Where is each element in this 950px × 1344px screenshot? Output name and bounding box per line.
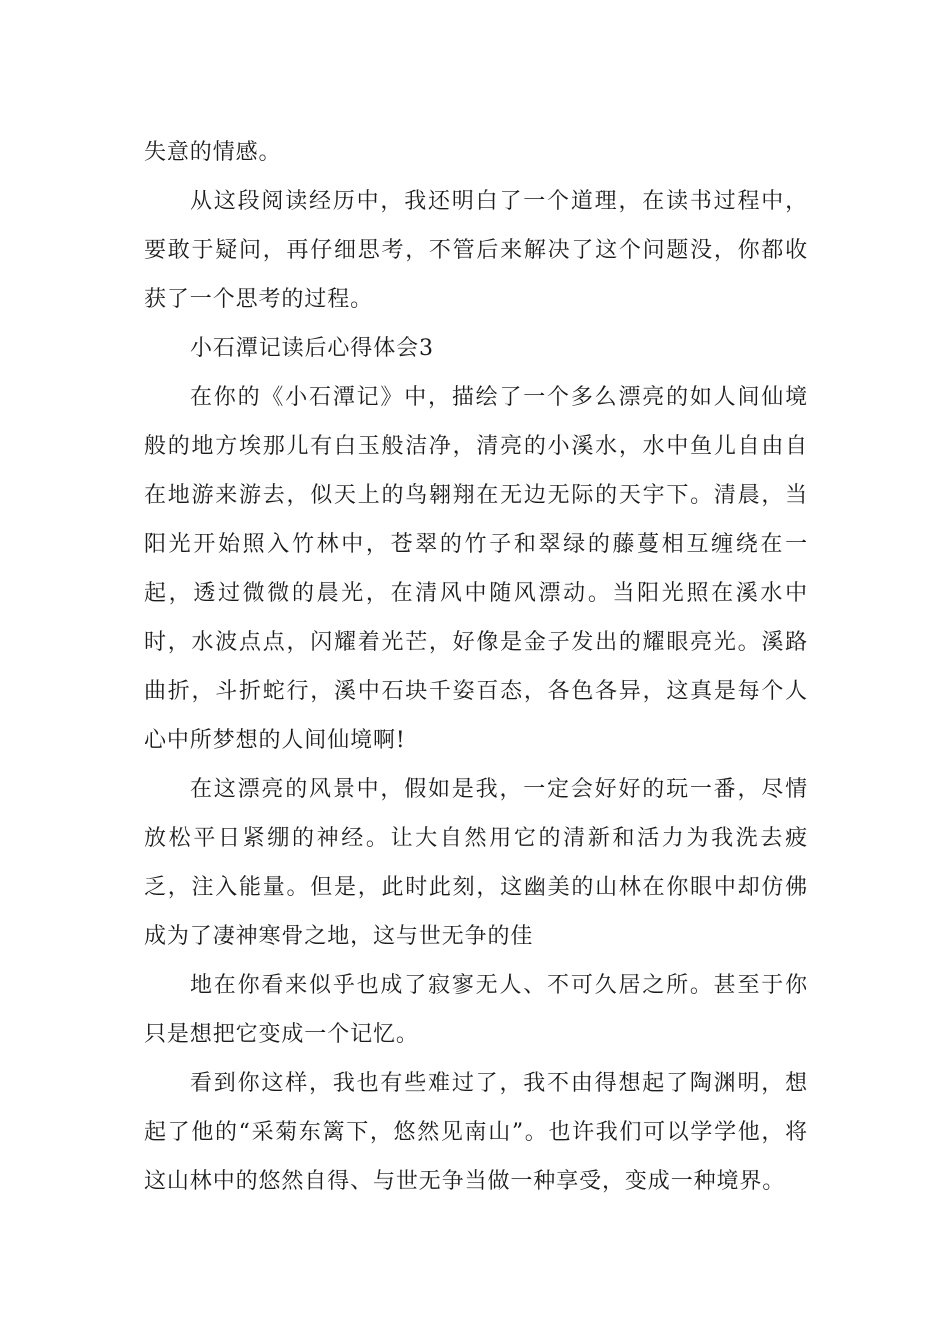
paragraph-continuation: 失意的情感。 (144, 140, 282, 165)
paragraph-scenery: 在你的《小石潭记》中，描绘了一个多么漂亮的如人间仙境般的地方埃那儿有白玉般洁净，清亮的小溪水，水中鱼儿自由自在地游来游去，似天上的鸟翱翔在无边无际的天宇下。清晨，当阳光开始照入竹林中，苍翠的竹子和翠绿的藤蔓相互缠绕在一起，透过微微的晨光，在清风中随风漂动。当阳光照在溪水中时，水波点点，闪耀着光芒，好像是金子发出的耀眼亮光。溪路曲折，斗折蛇行，溪中石块千姿百态，各色各异，这真是每个人心中所梦想的人间仙境啊! (144, 385, 808, 753)
paragraph-imagination: 在这漂亮的风景中，假如是我，一定会好好的玩一番，尽情放松平日紧绷的神经。让大自然用它的清新和活力为我洗去疲乏，注入能量。但是，此时此刻，这幽美的山林在你眼中却仿佛成为了凄神寒骨之地，这与世无争的佳 (144, 777, 808, 949)
paragraph-memory: 地在你看来似乎也成了寂寥无人、不可久居之所。甚至于你只是想把它变成一个记忆。 (144, 973, 808, 1047)
paragraph-reflection: 从这段阅读经历中，我还明白了一个道理，在读书过程中，要敢于疑问，再仔细思考，不管后来解决了这个问题没，你都收获了一个思考的过程。 (144, 189, 808, 312)
paragraph-conclusion: 看到你这样，我也有些难过了，我不由得想起了陶渊明，想起了他的“采菊东篱下，悠然见南山”。也许我们可以学学他，将这山林中的悠然自得、与世无争当做一种享受，变成一种境界。 (144, 1071, 808, 1194)
section-heading: 小石潭记读后心得体会3 (190, 336, 434, 361)
document-body (144, 128, 808, 1206)
